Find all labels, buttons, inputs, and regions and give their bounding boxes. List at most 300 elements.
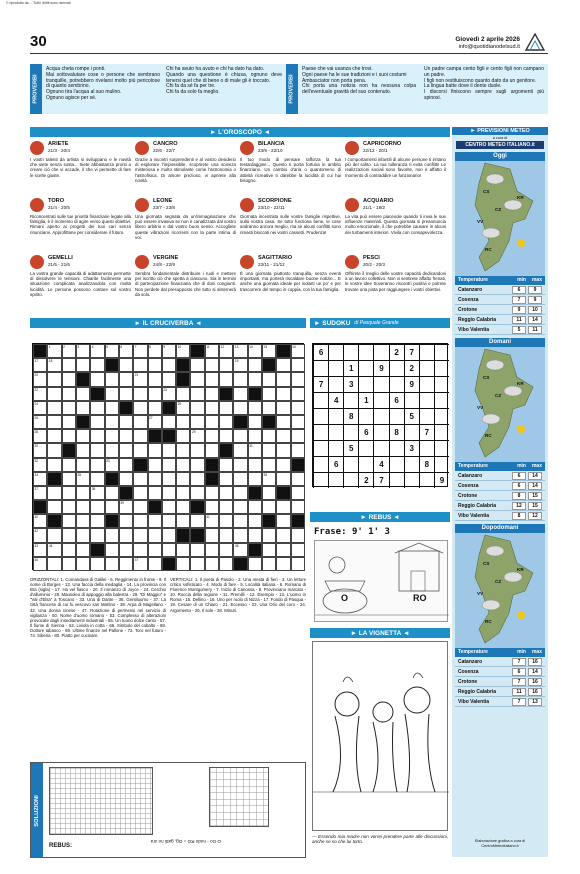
crossword-cell[interactable]	[90, 514, 104, 528]
sudoku-cell[interactable]	[343, 456, 358, 472]
crossword-cell[interactable]	[119, 358, 133, 372]
sudoku-cell[interactable]	[373, 392, 388, 408]
crossword-cell[interactable]	[190, 458, 204, 472]
sudoku-cell[interactable]: 2	[404, 360, 419, 376]
crossword-cell[interactable]: 16	[291, 344, 305, 358]
crossword-cell[interactable]	[47, 401, 61, 415]
crossword-cell[interactable]	[47, 486, 61, 500]
sudoku-cell[interactable]	[373, 344, 388, 360]
crossword-cell[interactable]	[133, 500, 147, 514]
crossword-cell[interactable]	[262, 528, 276, 542]
crossword-cell[interactable]: 39	[119, 500, 133, 514]
sudoku-cell[interactable]	[404, 472, 419, 488]
crossword-cell[interactable]	[90, 528, 104, 542]
crossword-cell[interactable]	[219, 486, 233, 500]
crossword-cell[interactable]: 28	[33, 429, 47, 443]
crossword-cell[interactable]	[176, 472, 190, 486]
sudoku-cell[interactable]	[358, 344, 373, 360]
crossword-cell[interactable]: 30	[33, 443, 47, 457]
crossword-cell[interactable]	[190, 415, 204, 429]
crossword-cell[interactable]	[148, 543, 162, 557]
sudoku-cell[interactable]	[389, 472, 404, 488]
sudoku-cell[interactable]	[419, 392, 434, 408]
crossword-cell[interactable]	[291, 472, 305, 486]
crossword-cell[interactable]	[148, 387, 162, 401]
sudoku-cell[interactable]	[373, 376, 388, 392]
crossword-cell[interactable]: 32	[33, 458, 47, 472]
crossword-cell[interactable]: 4	[90, 344, 104, 358]
crossword-cell[interactable]	[291, 443, 305, 457]
crossword-cell[interactable]	[148, 372, 162, 386]
crossword-cell[interactable]	[291, 401, 305, 415]
crossword-cell[interactable]	[162, 443, 176, 457]
crossword-cell[interactable]	[62, 500, 76, 514]
crossword-cell[interactable]	[291, 543, 305, 557]
sudoku-cell[interactable]	[434, 360, 449, 376]
crossword-cell[interactable]	[76, 543, 90, 557]
sudoku-cell[interactable]	[434, 392, 449, 408]
crossword-cell[interactable]	[190, 472, 204, 486]
sudoku-cell[interactable]	[434, 408, 449, 424]
crossword-cell[interactable]	[62, 358, 76, 372]
crossword-cell[interactable]	[133, 358, 147, 372]
crossword-cell[interactable]	[248, 557, 262, 571]
crossword-cell[interactable]: 7	[133, 344, 147, 358]
crossword-cell[interactable]	[76, 429, 90, 443]
crossword-cell[interactable]	[62, 429, 76, 443]
sudoku-cell[interactable]	[434, 456, 449, 472]
crossword-cell[interactable]	[190, 557, 204, 571]
crossword-cell[interactable]	[162, 372, 176, 386]
crossword-cell[interactable]: 26	[33, 415, 47, 429]
sudoku-cell[interactable]	[343, 392, 358, 408]
sudoku-cell[interactable]: 7	[404, 344, 419, 360]
crossword-cell[interactable]: 31	[248, 443, 262, 457]
crossword-cell[interactable]	[219, 358, 233, 372]
sudoku-cell[interactable]	[343, 424, 358, 440]
crossword-cell[interactable]	[119, 472, 133, 486]
crossword-cell[interactable]	[62, 415, 76, 429]
crossword-cell[interactable]	[248, 458, 262, 472]
sudoku-cell[interactable]	[358, 456, 373, 472]
crossword-cell[interactable]	[219, 458, 233, 472]
crossword-cell[interactable]	[262, 429, 276, 443]
crossword-cell[interactable]	[76, 458, 90, 472]
crossword-cell[interactable]	[176, 387, 190, 401]
crossword-cell[interactable]	[205, 387, 219, 401]
crossword-cell[interactable]	[176, 557, 190, 571]
crossword-cell[interactable]	[162, 358, 176, 372]
crossword-cell[interactable]: 25	[176, 401, 190, 415]
crossword-cell[interactable]	[162, 415, 176, 429]
crossword-cell[interactable]	[248, 528, 262, 542]
crossword-cell[interactable]: 40	[33, 514, 47, 528]
crossword-cell[interactable]	[219, 429, 233, 443]
crossword-cell[interactable]	[105, 500, 119, 514]
crossword-cell[interactable]	[47, 557, 61, 571]
crossword-cell[interactable]	[148, 458, 162, 472]
sudoku-cell[interactable]	[313, 392, 328, 408]
crossword-cell[interactable]: 23	[162, 387, 176, 401]
sudoku-cell[interactable]	[313, 456, 328, 472]
crossword-cell[interactable]: 5	[105, 344, 119, 358]
sudoku-cell[interactable]	[389, 440, 404, 456]
sudoku-cell[interactable]	[328, 408, 343, 424]
crossword-cell[interactable]	[90, 472, 104, 486]
crossword-cell[interactable]	[76, 486, 90, 500]
sudoku-cell[interactable]: 7	[313, 376, 328, 392]
sudoku-cell[interactable]	[373, 408, 388, 424]
crossword-cell[interactable]	[133, 514, 147, 528]
sudoku-cell[interactable]	[358, 376, 373, 392]
crossword-cell[interactable]	[105, 543, 119, 557]
crossword-cell[interactable]	[190, 372, 204, 386]
crossword-cell[interactable]	[276, 528, 290, 542]
crossword-cell[interactable]: 6	[119, 344, 133, 358]
crossword-cell[interactable]	[62, 458, 76, 472]
crossword-cell[interactable]	[276, 358, 290, 372]
crossword-cell[interactable]	[262, 557, 276, 571]
crossword-cell[interactable]	[162, 543, 176, 557]
sudoku-cell[interactable]	[389, 376, 404, 392]
crossword-cell[interactable]	[262, 500, 276, 514]
crossword-cell[interactable]	[248, 372, 262, 386]
sudoku-cell[interactable]	[313, 472, 328, 488]
crossword-cell[interactable]: 15	[262, 344, 276, 358]
crossword-cell[interactable]	[90, 401, 104, 415]
sudoku-cell[interactable]	[328, 344, 343, 360]
crossword-cell[interactable]	[233, 528, 247, 542]
crossword-cell[interactable]	[176, 500, 190, 514]
crossword-cell[interactable]	[133, 528, 147, 542]
crossword-cell[interactable]	[176, 543, 190, 557]
crossword-cell[interactable]	[276, 372, 290, 386]
crossword-cell[interactable]	[62, 514, 76, 528]
crossword-cell[interactable]	[219, 528, 233, 542]
crossword-cell[interactable]	[119, 415, 133, 429]
crossword-cell[interactable]	[105, 415, 119, 429]
crossword-cell[interactable]	[162, 458, 176, 472]
crossword-cell[interactable]	[76, 443, 90, 457]
crossword-cell[interactable]	[190, 443, 204, 457]
crossword-cell[interactable]	[162, 486, 176, 500]
crossword-cell[interactable]	[291, 429, 305, 443]
sudoku-cell[interactable]	[419, 408, 434, 424]
crossword-cell[interactable]	[62, 557, 76, 571]
crossword-cell[interactable]	[262, 543, 276, 557]
crossword-cell[interactable]	[105, 528, 119, 542]
crossword-cell[interactable]	[105, 429, 119, 443]
crossword-cell[interactable]	[276, 443, 290, 457]
crossword-cell[interactable]	[276, 557, 290, 571]
sudoku-cell[interactable]	[373, 424, 388, 440]
crossword-cell[interactable]	[119, 372, 133, 386]
crossword-cell[interactable]: 37	[33, 486, 47, 500]
crossword-cell[interactable]	[90, 458, 104, 472]
crossword-cell[interactable]	[205, 429, 219, 443]
crossword-cell[interactable]	[62, 472, 76, 486]
crossword-cell[interactable]	[219, 500, 233, 514]
sudoku-cell[interactable]: 8	[389, 424, 404, 440]
crossword-cell[interactable]	[205, 500, 219, 514]
crossword-cell[interactable]	[291, 415, 305, 429]
crossword-cell[interactable]	[248, 514, 262, 528]
sudoku-cell[interactable]: 5	[343, 440, 358, 456]
crossword-cell[interactable]	[90, 415, 104, 429]
sudoku-cell[interactable]	[434, 344, 449, 360]
crossword-cell[interactable]	[276, 415, 290, 429]
sudoku-cell[interactable]	[419, 440, 434, 456]
sudoku-cell[interactable]	[404, 392, 419, 408]
crossword-cell[interactable]	[248, 358, 262, 372]
crossword-cell[interactable]	[90, 358, 104, 372]
crossword-cell[interactable]	[190, 387, 204, 401]
crossword-cell[interactable]: 11	[205, 344, 219, 358]
sudoku-cell[interactable]: 6	[328, 456, 343, 472]
crossword-cell[interactable]	[133, 443, 147, 457]
sudoku-cell[interactable]	[313, 360, 328, 376]
crossword-cell[interactable]	[262, 387, 276, 401]
crossword-cell[interactable]	[291, 528, 305, 542]
crossword-cell[interactable]	[119, 429, 133, 443]
sudoku-cell[interactable]: 6	[389, 392, 404, 408]
sudoku-cell[interactable]	[343, 344, 358, 360]
crossword-cell[interactable]	[262, 372, 276, 386]
crossword-cell[interactable]	[133, 429, 147, 443]
crossword-cell[interactable]	[62, 528, 76, 542]
crossword-cell[interactable]	[62, 401, 76, 415]
sudoku-cell[interactable]	[419, 376, 434, 392]
sudoku-cell[interactable]	[419, 360, 434, 376]
sudoku-cell[interactable]	[358, 440, 373, 456]
sudoku-cell[interactable]: 2	[389, 344, 404, 360]
crossword-cell[interactable]	[62, 543, 76, 557]
crossword-cell[interactable]	[47, 443, 61, 457]
crossword-cell[interactable]	[148, 514, 162, 528]
crossword-cell[interactable]: 24	[33, 401, 47, 415]
crossword-cell[interactable]: 17	[33, 358, 47, 372]
crossword-cell[interactable]	[90, 500, 104, 514]
crossword-cell[interactable]	[90, 443, 104, 457]
sudoku-cell[interactable]	[389, 360, 404, 376]
sudoku-cell[interactable]	[328, 424, 343, 440]
sudoku-cell[interactable]	[313, 424, 328, 440]
crossword-cell[interactable]	[233, 486, 247, 500]
crossword-cell[interactable]	[205, 415, 219, 429]
crossword-cell[interactable]: 35	[76, 472, 90, 486]
crossword-cell[interactable]	[119, 458, 133, 472]
crossword-cell[interactable]	[291, 557, 305, 571]
sudoku-cell[interactable]: 9	[373, 360, 388, 376]
crossword-cell[interactable]: 36	[262, 472, 276, 486]
crossword-cell[interactable]	[233, 458, 247, 472]
crossword-cell[interactable]	[162, 472, 176, 486]
crossword-cell[interactable]: 33	[105, 458, 119, 472]
crossword-cell[interactable]	[205, 372, 219, 386]
sudoku-cell[interactable]	[404, 456, 419, 472]
crossword-cell[interactable]: 10	[176, 344, 190, 358]
sudoku-cell[interactable]	[404, 424, 419, 440]
crossword-cell[interactable]	[248, 500, 262, 514]
crossword-cell[interactable]	[62, 372, 76, 386]
crossword-cell[interactable]	[76, 500, 90, 514]
crossword-cell[interactable]	[262, 486, 276, 500]
crossword-cell[interactable]	[119, 557, 133, 571]
crossword-cell[interactable]	[276, 514, 290, 528]
crossword-cell[interactable]	[276, 387, 290, 401]
crossword-cell[interactable]	[176, 443, 190, 457]
crossword-cell[interactable]: 27	[148, 415, 162, 429]
crossword-cell[interactable]	[105, 443, 119, 457]
crossword-cell[interactable]	[219, 472, 233, 486]
crossword-cell[interactable]: 47	[133, 557, 147, 571]
crossword-cell[interactable]	[276, 401, 290, 415]
sudoku-cell[interactable]: 5	[404, 408, 419, 424]
sudoku-cell[interactable]: 9	[434, 472, 449, 488]
crossword-cell[interactable]	[176, 458, 190, 472]
sudoku-cell[interactable]	[343, 472, 358, 488]
crossword-cell[interactable]	[119, 387, 133, 401]
crossword-cell[interactable]	[47, 528, 61, 542]
crossword-cell[interactable]: 2	[62, 344, 76, 358]
crossword-cell[interactable]	[148, 358, 162, 372]
sudoku-cell[interactable]	[358, 360, 373, 376]
crossword-cell[interactable]	[176, 486, 190, 500]
sudoku-cell[interactable]	[328, 440, 343, 456]
crossword-cell[interactable]: 20	[33, 372, 47, 386]
crossword-cell[interactable]	[205, 401, 219, 415]
crossword-cell[interactable]: 21	[133, 372, 147, 386]
sudoku-cell[interactable]: 6	[358, 424, 373, 440]
crossword-cell[interactable]: 13	[233, 344, 247, 358]
crossword-cell[interactable]: 46	[33, 557, 47, 571]
sudoku-cell[interactable]: 6	[313, 344, 328, 360]
crossword-cell[interactable]	[219, 415, 233, 429]
crossword-cell[interactable]	[291, 486, 305, 500]
sudoku-cell[interactable]	[313, 408, 328, 424]
crossword-cell[interactable]	[262, 458, 276, 472]
sudoku-grid[interactable]	[312, 343, 448, 487]
sudoku-cell[interactable]: 4	[328, 392, 343, 408]
sudoku-cell[interactable]	[389, 408, 404, 424]
crossword-cell[interactable]: 43	[33, 543, 47, 557]
crossword-cell[interactable]	[90, 557, 104, 571]
crossword-cell[interactable]	[105, 557, 119, 571]
crossword-cell[interactable]	[262, 401, 276, 415]
crossword-cell[interactable]	[248, 429, 262, 443]
sudoku-cell[interactable]	[373, 440, 388, 456]
crossword-cell[interactable]: 19	[233, 358, 247, 372]
crossword-cell[interactable]	[119, 528, 133, 542]
crossword-cell[interactable]	[119, 543, 133, 557]
sudoku-cell[interactable]: 7	[419, 424, 434, 440]
sudoku-cell[interactable]	[434, 424, 449, 440]
crossword-cell[interactable]: 22	[33, 387, 47, 401]
sudoku-cell[interactable]: 7	[373, 472, 388, 488]
crossword-cell[interactable]	[133, 401, 147, 415]
crossword-cell[interactable]	[148, 401, 162, 415]
crossword-cell[interactable]	[133, 472, 147, 486]
sudoku-cell[interactable]: 9	[404, 376, 419, 392]
crossword-cell[interactable]	[233, 372, 247, 386]
crossword-cell[interactable]	[162, 528, 176, 542]
sudoku-cell[interactable]: 3	[343, 376, 358, 392]
crossword-cell[interactable]	[233, 500, 247, 514]
crossword-cell[interactable]: 3	[76, 344, 90, 358]
sudoku-cell[interactable]	[389, 456, 404, 472]
sudoku-cell[interactable]: 3	[404, 440, 419, 456]
sudoku-cell[interactable]	[419, 472, 434, 488]
crossword-cell[interactable]	[233, 401, 247, 415]
crossword-cell[interactable]: 14	[248, 344, 262, 358]
crossword-cell[interactable]: 41	[205, 514, 219, 528]
crossword-cell[interactable]	[105, 401, 119, 415]
sudoku-cell[interactable]: 8	[343, 408, 358, 424]
crossword-cell[interactable]: 34	[33, 472, 47, 486]
crossword-cell[interactable]	[291, 387, 305, 401]
sudoku-cell[interactable]: 1	[358, 392, 373, 408]
crossword-cell[interactable]	[47, 458, 61, 472]
crossword-cell[interactable]: 45	[233, 543, 247, 557]
crossword-cell[interactable]	[133, 543, 147, 557]
crossword-cell[interactable]	[219, 401, 233, 415]
crossword-cell[interactable]	[233, 429, 247, 443]
crossword-cell[interactable]	[276, 500, 290, 514]
sudoku-cell[interactable]: 4	[373, 456, 388, 472]
sudoku-cell[interactable]	[328, 376, 343, 392]
crossword-cell[interactable]	[47, 429, 61, 443]
crossword-cell[interactable]	[233, 514, 247, 528]
crossword-cell[interactable]	[219, 372, 233, 386]
crossword-cell[interactable]	[276, 472, 290, 486]
crossword-cell[interactable]	[205, 486, 219, 500]
sudoku-cell[interactable]	[313, 440, 328, 456]
crossword-cell[interactable]	[76, 387, 90, 401]
crossword-cell[interactable]	[291, 372, 305, 386]
crossword-cell[interactable]	[148, 528, 162, 542]
sudoku-cell[interactable]	[419, 344, 434, 360]
crossword-cell[interactable]: 38	[90, 486, 104, 500]
crossword-cell[interactable]	[190, 543, 204, 557]
sudoku-cell[interactable]: 1	[343, 360, 358, 376]
crossword-cell[interactable]	[148, 557, 162, 571]
crossword-grid[interactable]	[32, 343, 304, 570]
crossword-cell[interactable]: 18	[47, 358, 61, 372]
crossword-cell[interactable]	[176, 514, 190, 528]
crossword-cell[interactable]	[233, 472, 247, 486]
sudoku-cell[interactable]	[434, 440, 449, 456]
crossword-cell[interactable]	[190, 514, 204, 528]
crossword-cell[interactable]	[176, 429, 190, 443]
crossword-cell[interactable]	[162, 514, 176, 528]
crossword-cell[interactable]	[190, 486, 204, 500]
crossword-cell[interactable]	[133, 387, 147, 401]
crossword-cell[interactable]: 9	[162, 344, 176, 358]
crossword-cell[interactable]: 44	[47, 543, 61, 557]
crossword-cell[interactable]	[276, 543, 290, 557]
crossword-cell[interactable]	[76, 401, 90, 415]
crossword-cell[interactable]	[248, 401, 262, 415]
crossword-cell[interactable]: 42	[33, 528, 47, 542]
crossword-cell[interactable]	[133, 486, 147, 500]
crossword-cell[interactable]	[219, 514, 233, 528]
crossword-cell[interactable]	[76, 358, 90, 372]
crossword-cell[interactable]	[276, 429, 290, 443]
sudoku-cell[interactable]	[434, 376, 449, 392]
crossword-cell[interactable]	[205, 443, 219, 457]
sudoku-cell[interactable]	[358, 408, 373, 424]
sudoku-cell[interactable]: 8	[419, 456, 434, 472]
